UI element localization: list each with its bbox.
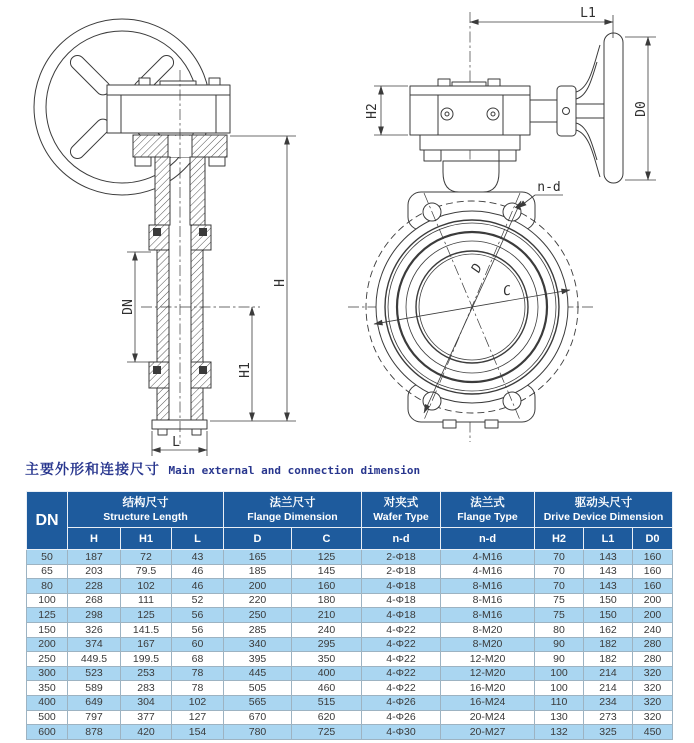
table-cell: 4-Φ26 (362, 710, 441, 725)
col-header-wafer-nd: n-d (362, 528, 441, 550)
table-cell: 283 (121, 681, 172, 696)
table-cell: 445 (224, 666, 292, 681)
table-cell: 4-M16 (441, 564, 535, 579)
table-cell: 649 (68, 695, 121, 710)
table-cell: 143 (584, 579, 633, 594)
table-row (27, 564, 673, 579)
table-row (27, 681, 673, 696)
table-cell: 4-Φ18 (362, 593, 441, 608)
table-cell: 214 (584, 666, 633, 681)
dim-label-l1: L1 (580, 6, 596, 21)
col-header-l: L (172, 528, 224, 550)
table-cell: 52 (172, 593, 224, 608)
table-cell: 78 (172, 666, 224, 681)
table-cell: 298 (68, 608, 121, 623)
table-cell: 240 (633, 622, 673, 637)
table-cell: 304 (121, 695, 172, 710)
table-row (27, 666, 673, 681)
table-cell: 79.5 (121, 564, 172, 579)
gearbox-side (410, 79, 530, 135)
table-cell: 199.5 (121, 652, 172, 667)
table-cell: 182 (584, 652, 633, 667)
table-cell: 16-M24 (441, 695, 535, 710)
table-cell: 102 (121, 579, 172, 594)
table-cell: 420 (121, 725, 172, 740)
table-cell: 200 (633, 608, 673, 623)
table-cell: 326 (68, 622, 121, 637)
table-cell: 70 (535, 550, 584, 565)
table-cell: 46 (172, 564, 224, 579)
table-row (27, 550, 673, 565)
table-cell: 46 (172, 579, 224, 594)
dimension-table (26, 491, 673, 740)
dim-label-d: D (469, 261, 486, 275)
col-header-h1: H1 (121, 528, 172, 550)
table-cell: 340 (224, 637, 292, 652)
table-cell: 182 (584, 637, 633, 652)
table-cell: 100 (535, 681, 584, 696)
table-cell: 4-Φ30 (362, 725, 441, 740)
dim-label-c: C (501, 283, 513, 300)
table-cell: 4-Φ22 (362, 681, 441, 696)
table-cell: 725 (292, 725, 362, 740)
table-cell: 295 (292, 637, 362, 652)
table-cell: 160 (633, 564, 673, 579)
table-cell: 8-M20 (441, 637, 535, 652)
table-body (27, 550, 673, 740)
table-cell: 8-M16 (441, 579, 535, 594)
table-cell: 320 (633, 666, 673, 681)
table-cell: 4-Φ22 (362, 637, 441, 652)
table-cell: 589 (68, 681, 121, 696)
table-cell: 143 (584, 550, 633, 565)
table-row (27, 593, 673, 608)
table-row (27, 579, 673, 594)
table-row (27, 637, 673, 652)
table-cell: 8-M16 (441, 608, 535, 623)
table-cell: 400 (292, 666, 362, 681)
table-cell: 670 (224, 710, 292, 725)
table-cell: 4-Φ22 (362, 666, 441, 681)
table-row (27, 725, 673, 740)
valve-neck-side (420, 135, 520, 192)
table-cell: 12-M20 (441, 666, 535, 681)
table-cell: 43 (172, 550, 224, 565)
dim-label-l: L (172, 435, 180, 450)
dim-label-h: H (273, 279, 288, 287)
gearbox-front (107, 78, 230, 133)
dim-label-h1: H1 (238, 362, 253, 378)
flange-face (366, 192, 578, 428)
table-cell: 165 (224, 550, 292, 565)
side-view (348, 6, 656, 442)
table-cell: 2-Φ18 (362, 550, 441, 565)
table-cell: 167 (121, 637, 172, 652)
col-header-d: D (224, 528, 292, 550)
table-cell: 160 (633, 550, 673, 565)
table-cell: 505 (224, 681, 292, 696)
table-cell: 450 (633, 725, 673, 740)
section-title-en: Main external and connection dimension (168, 464, 421, 477)
table-cell: 68 (172, 652, 224, 667)
table-cell: 878 (68, 725, 121, 740)
table-cell: 203 (68, 564, 121, 579)
table-cell: 127 (172, 710, 224, 725)
group-header-flange-type: 法兰式 Flange Type (441, 492, 535, 528)
table-cell: 111 (121, 593, 172, 608)
table-cell: 187 (68, 550, 121, 565)
table-cell: 400 (27, 695, 68, 710)
table-cell: 70 (535, 579, 584, 594)
table-cell: 8-M20 (441, 622, 535, 637)
table-cell: 253 (121, 666, 172, 681)
section-view (34, 19, 296, 456)
table-cell: 110 (535, 695, 584, 710)
table-row (27, 710, 673, 725)
table-cell: 4-Φ26 (362, 695, 441, 710)
table-cell: 273 (584, 710, 633, 725)
table-cell: 523 (68, 666, 121, 681)
table-cell: 780 (224, 725, 292, 740)
group-header-drive: 驱动头尺寸 Drive Device Dimension (535, 492, 673, 528)
section-title-zh: 主要外形和连接尺寸 (25, 461, 160, 477)
section-title (25, 459, 420, 479)
table-cell: 65 (27, 564, 68, 579)
table-cell: 90 (535, 652, 584, 667)
bolt-hole (503, 392, 521, 410)
table-cell: 130 (535, 710, 584, 725)
table-cell: 200 (633, 593, 673, 608)
table-cell: 797 (68, 710, 121, 725)
handwheel-side (530, 33, 623, 183)
col-header-flange-nd: n-d (441, 528, 535, 550)
table-cell: 350 (27, 681, 68, 696)
table-cell: 320 (633, 710, 673, 725)
table-cell: 100 (535, 666, 584, 681)
table-cell: 50 (27, 550, 68, 565)
table-cell: 325 (584, 725, 633, 740)
table-cell: 56 (172, 622, 224, 637)
table-cell: 75 (535, 608, 584, 623)
table-cell: 565 (224, 695, 292, 710)
table-cell: 80 (535, 622, 584, 637)
table-cell: 154 (172, 725, 224, 740)
table-cell: 460 (292, 681, 362, 696)
table-cell: 4-M16 (441, 550, 535, 565)
table-cell: 4-Φ22 (362, 622, 441, 637)
table-cell: 125 (27, 608, 68, 623)
table-cell: 2-Φ18 (362, 564, 441, 579)
table-cell: 12-M20 (441, 652, 535, 667)
table-row (27, 695, 673, 710)
table-row (27, 608, 673, 623)
table-cell: 234 (584, 695, 633, 710)
table-cell: 162 (584, 622, 633, 637)
table-cell: 280 (633, 652, 673, 667)
table-cell: 125 (121, 608, 172, 623)
table-cell: 228 (68, 579, 121, 594)
table-cell: 185 (224, 564, 292, 579)
table-cell: 100 (27, 593, 68, 608)
col-header-h2: H2 (535, 528, 584, 550)
table-cell: 150 (584, 593, 633, 608)
table-cell: 80 (27, 579, 68, 594)
table-cell: 141.5 (121, 622, 172, 637)
group-header-wafer: 对夹式 Wafer Type (362, 492, 441, 528)
table-cell: 16-M20 (441, 681, 535, 696)
table-cell: 320 (633, 695, 673, 710)
table-cell: 143 (584, 564, 633, 579)
table-cell: 350 (292, 652, 362, 667)
table-cell: 145 (292, 564, 362, 579)
table-cell: 56 (172, 608, 224, 623)
table-cell: 210 (292, 608, 362, 623)
table-cell: 240 (292, 622, 362, 637)
table-cell: 180 (292, 593, 362, 608)
table-cell: 75 (535, 593, 584, 608)
table-cell: 150 (584, 608, 633, 623)
table-cell: 78 (172, 681, 224, 696)
table-cell: 160 (633, 579, 673, 594)
col-header-d0: D0 (633, 528, 673, 550)
table-cell: 20-M24 (441, 710, 535, 725)
table-cell: 300 (27, 666, 68, 681)
table-cell: 280 (633, 637, 673, 652)
table-cell: 285 (224, 622, 292, 637)
dim-label-h2: H2 (365, 103, 380, 119)
table-cell: 620 (292, 710, 362, 725)
col-header-l1: L1 (584, 528, 633, 550)
table-cell: 250 (224, 608, 292, 623)
table-cell: 500 (27, 710, 68, 725)
table-row (27, 652, 673, 667)
table-cell: 200 (27, 637, 68, 652)
group-header-flange-dim: 法兰尺寸 Flange Dimension (224, 492, 362, 528)
col-header-dn: DN (27, 492, 68, 550)
table-cell: 600 (27, 725, 68, 740)
table-cell: 160 (292, 579, 362, 594)
table-cell: 90 (535, 637, 584, 652)
table-cell: 515 (292, 695, 362, 710)
table-cell: 125 (292, 550, 362, 565)
table-row (27, 622, 673, 637)
table-cell: 4-Φ22 (362, 652, 441, 667)
dim-label-d0: D0 (634, 101, 649, 117)
table-cell: 377 (121, 710, 172, 725)
dim-label-n-d: n-d (537, 180, 561, 195)
table-cell: 374 (68, 637, 121, 652)
table-cell: 200 (224, 579, 292, 594)
table-cell: 72 (121, 550, 172, 565)
table-cell: 20-M27 (441, 725, 535, 740)
table-cell: 150 (27, 622, 68, 637)
table-cell: 70 (535, 564, 584, 579)
dim-label-dn: DN (121, 299, 136, 315)
table-cell: 250 (27, 652, 68, 667)
table-cell: 132 (535, 725, 584, 740)
table-cell: 449.5 (68, 652, 121, 667)
col-header-c: C (292, 528, 362, 550)
table-cell: 268 (68, 593, 121, 608)
table-cell: 220 (224, 593, 292, 608)
table-cell: 60 (172, 637, 224, 652)
table-cell: 4-Φ18 (362, 579, 441, 594)
group-header-structure: 结构尺寸 Structure Length (68, 492, 224, 528)
table-cell: 8-M16 (441, 593, 535, 608)
table-cell: 214 (584, 681, 633, 696)
table-cell: 102 (172, 695, 224, 710)
table-cell: 4-Φ18 (362, 608, 441, 623)
table-cell: 320 (633, 681, 673, 696)
col-header-h: H (68, 528, 121, 550)
dimensions-section-view (121, 136, 296, 456)
table-cell: 395 (224, 652, 292, 667)
